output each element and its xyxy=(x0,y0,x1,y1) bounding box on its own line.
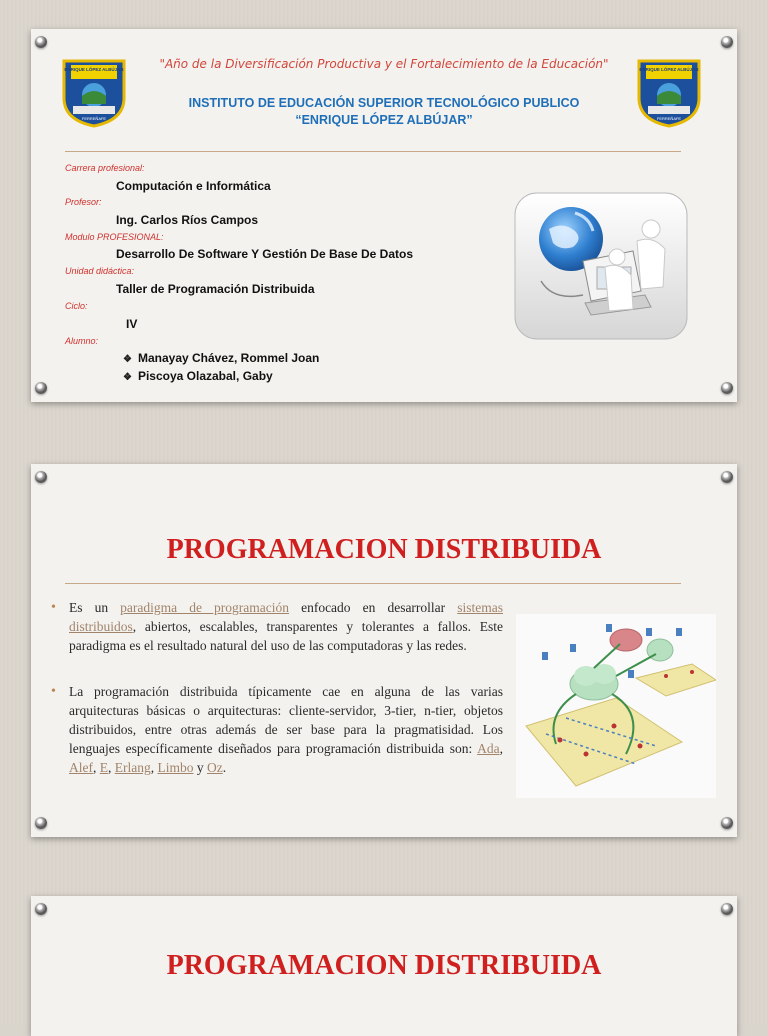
slide-2[interactable] xyxy=(31,464,737,837)
slide-title: PROGRAMACION DISTRIBUIDA xyxy=(166,950,602,981)
text-run: , abiertos, escalables, transparentes y tolerantes a fallos. Este paradigma es el resultado natural del uso de las computadoras y las redes. xyxy=(69,619,503,653)
career-label: Carrera profesional: xyxy=(65,163,145,173)
slide-1[interactable] xyxy=(31,29,737,402)
institute-line-1: INSTITUTO DE EDUCACIÓN SUPERIOR TECNOLÓGICO PUBLICO xyxy=(188,96,580,110)
cycle-label: Ciclo: xyxy=(65,301,88,311)
link-erlang[interactable]: Erlang xyxy=(114,760,151,775)
link-alef[interactable]: Alef xyxy=(69,760,93,775)
logo-caption: FERREÑAFE xyxy=(656,116,682,121)
pin-icon xyxy=(35,903,47,915)
logo-caption: FERREÑAFE xyxy=(81,116,107,121)
separator: , xyxy=(108,760,115,775)
text-run: Es un xyxy=(69,600,121,615)
student-name: Piscoya Olazabal, Gaby xyxy=(137,369,273,383)
unit-label: Unidad didáctica: xyxy=(65,266,135,276)
paragraph-architectures xyxy=(51,682,503,777)
link-e[interactable]: E xyxy=(99,760,108,775)
link-paradigma[interactable]: paradigma de programación xyxy=(120,600,289,615)
separator: , xyxy=(93,760,100,775)
institute-logo-right xyxy=(636,58,702,128)
student-item xyxy=(123,351,319,365)
pin-icon xyxy=(721,36,733,48)
motto-text: "Año de la Diversificación Productiva y el Fortalecimiento de la Educación" xyxy=(159,57,609,71)
student-label: Alumno: xyxy=(65,336,99,346)
logo-text: ENRIQUE LÓPEZ ALBÚJAR xyxy=(64,67,124,72)
cycle-value: IV xyxy=(126,317,138,331)
pin-icon xyxy=(721,382,733,394)
separator: , xyxy=(499,741,503,756)
slide-title: PROGRAMACION DISTRIBUIDA xyxy=(166,534,602,565)
module-value: Desarrollo De Software Y Gestión De Base De Datos xyxy=(116,247,413,261)
separator: y xyxy=(193,760,207,775)
text-run: La programación distribuida típicamente cae en alguna de las varias arquitecturas básicas o arquitecturas: cliente-servidor, 3-tier, n-tier, objetos distribuidos, entre otras además de ser base para la pragmatisidad. Los lenguajes específicamente diseñados para programación distribuida son: xyxy=(69,684,503,756)
text-run: enfocado en desarrollar xyxy=(289,600,458,615)
network-illustration xyxy=(513,191,689,341)
professor-value: Ing. Carlos Ríos Campos xyxy=(116,213,259,227)
pin-icon xyxy=(35,36,47,48)
diamond-bullet-icon: ❖ xyxy=(123,372,132,383)
pin-icon xyxy=(35,382,47,394)
logo-text: ENRIQUE LÓPEZ ALBÚJAR xyxy=(639,67,699,72)
text-run: . xyxy=(222,760,227,775)
link-ada[interactable]: Ada xyxy=(477,741,500,756)
network-diagram xyxy=(516,614,716,798)
bullet-icon: • xyxy=(51,600,56,615)
link-oz[interactable]: Oz xyxy=(207,760,223,775)
separator: , xyxy=(150,760,158,775)
divider xyxy=(65,151,681,152)
professor-label: Profesor: xyxy=(65,197,102,207)
pin-icon xyxy=(721,903,733,915)
link-limbo[interactable]: Limbo xyxy=(157,760,194,775)
paragraph-definition xyxy=(51,598,503,655)
diamond-bullet-icon: ❖ xyxy=(123,354,132,365)
student-name: Manayay Chávez, Rommel Joan xyxy=(137,351,320,365)
institute-logo-left xyxy=(61,58,127,128)
link-sistemas-distribuidos[interactable]: sistemas distribuidos xyxy=(69,600,503,634)
bullet-icon: • xyxy=(51,684,56,699)
pin-icon xyxy=(721,817,733,829)
institute-name xyxy=(151,95,617,129)
institute-line-2: “ENRIQUE LÓPEZ ALBÚJAR” xyxy=(295,113,473,127)
divider xyxy=(65,583,681,584)
module-label: Modulo PROFESIONAL: xyxy=(65,232,164,242)
pin-icon xyxy=(35,817,47,829)
slide-3[interactable] xyxy=(31,896,737,1036)
pin-icon xyxy=(35,471,47,483)
pin-icon xyxy=(721,471,733,483)
student-item xyxy=(123,369,273,383)
unit-value: Taller de Programación Distribuida xyxy=(116,282,315,296)
career-value: Computación e Informática xyxy=(116,179,271,193)
